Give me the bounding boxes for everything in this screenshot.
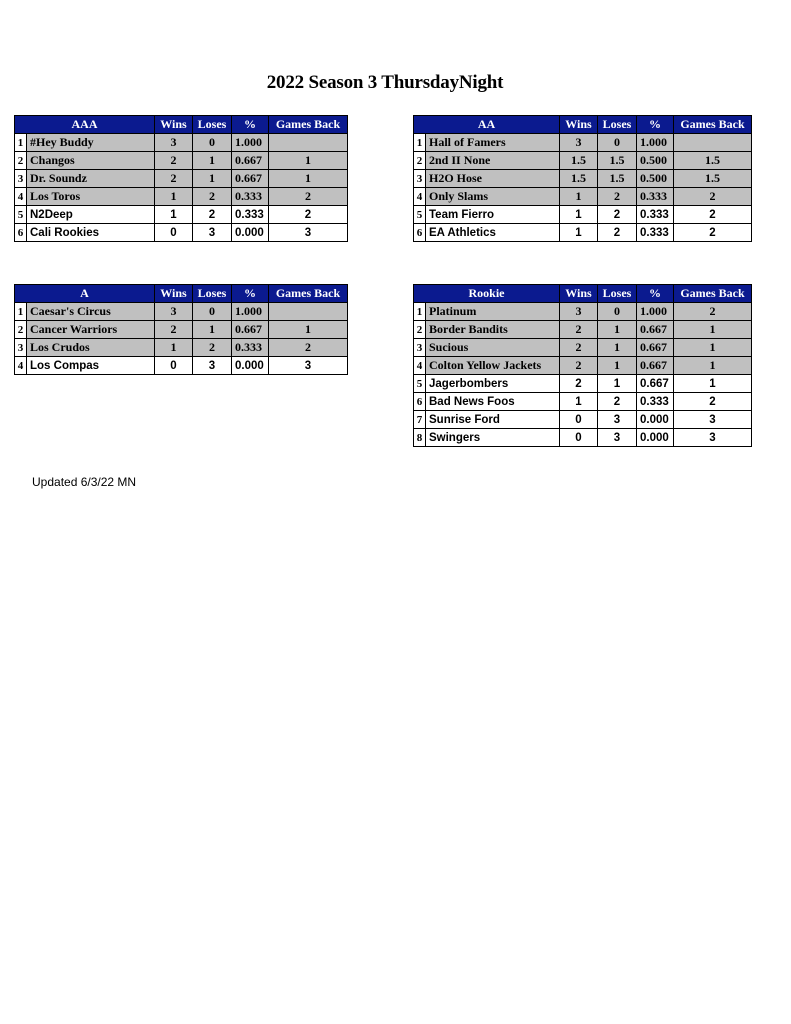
table-row: [15, 170, 348, 188]
games-back-cell: 2: [269, 188, 348, 206]
rank-cell: 4: [414, 357, 426, 375]
rank-cell: 1: [414, 303, 426, 321]
wins-cell: 1: [560, 224, 598, 242]
team-name-cell: Bad News Foos: [426, 393, 560, 411]
wins-cell: 3: [560, 134, 598, 152]
rank-cell: 1: [15, 134, 27, 152]
loses-cell: 1: [598, 321, 637, 339]
wins-header: Wins: [560, 285, 598, 303]
pct-cell: 1.000: [637, 303, 674, 321]
pct-cell: 0.667: [637, 357, 674, 375]
table-row: [414, 206, 752, 224]
pct-cell: 0.333: [637, 224, 674, 242]
loses-cell: 2: [193, 206, 232, 224]
games-back-header: Games Back: [269, 285, 348, 303]
rookie-standings-table: [413, 284, 752, 447]
pct-cell: 0.667: [637, 375, 674, 393]
games-back-header: Games Back: [674, 116, 752, 134]
table-row: [414, 321, 752, 339]
games-back-cell: 2: [674, 188, 752, 206]
division-name: AA: [414, 116, 560, 134]
team-name-cell: Only Slams: [426, 188, 560, 206]
loses-cell: 1.5: [598, 170, 637, 188]
wins-cell: 2: [155, 321, 193, 339]
table-row: [15, 152, 348, 170]
games-back-cell: 3: [674, 429, 752, 447]
games-back-cell: 1: [674, 321, 752, 339]
rank-cell: 5: [15, 206, 27, 224]
loses-header: Loses: [193, 285, 232, 303]
division-name: AAA: [15, 116, 155, 134]
wins-header: Wins: [155, 285, 193, 303]
table-row: [15, 134, 348, 152]
wins-cell: 3: [155, 303, 193, 321]
pct-cell: 0.000: [232, 357, 269, 375]
rank-cell: 2: [15, 152, 27, 170]
table-row: [15, 303, 348, 321]
loses-cell: 3: [193, 224, 232, 242]
pct-cell: 0.667: [232, 321, 269, 339]
pct-cell: 1.000: [637, 134, 674, 152]
loses-cell: 1: [598, 375, 637, 393]
wins-cell: 1.5: [560, 170, 598, 188]
pct-cell: 0.000: [232, 224, 269, 242]
team-name-cell: N2Deep: [27, 206, 155, 224]
loses-header: Loses: [598, 116, 637, 134]
pct-cell: 0.000: [637, 411, 674, 429]
table-row: [414, 375, 752, 393]
games-back-cell: 2: [674, 206, 752, 224]
loses-header: Loses: [193, 116, 232, 134]
loses-cell: 3: [598, 411, 637, 429]
wins-cell: 1.5: [560, 152, 598, 170]
rank-cell: 5: [414, 375, 426, 393]
pct-cell: 0.500: [637, 152, 674, 170]
loses-cell: 1: [193, 321, 232, 339]
rank-cell: 6: [414, 393, 426, 411]
wins-cell: 2: [155, 152, 193, 170]
rank-cell: 3: [15, 339, 27, 357]
team-name-cell: EA Athletics: [426, 224, 560, 242]
games-back-cell: 1: [674, 357, 752, 375]
wins-header: Wins: [560, 116, 598, 134]
aaa-standings-table: [14, 115, 348, 242]
wins-cell: 1: [155, 206, 193, 224]
games-back-header: Games Back: [674, 285, 752, 303]
games-back-cell: 1: [674, 339, 752, 357]
wins-cell: 0: [155, 224, 193, 242]
rank-cell: 5: [414, 206, 426, 224]
rank-cell: 2: [414, 152, 426, 170]
table-row: [15, 206, 348, 224]
table-row: [414, 224, 752, 242]
rank-cell: 4: [15, 357, 27, 375]
wins-cell: 2: [560, 321, 598, 339]
aa-standings-table: [413, 115, 752, 242]
games-back-cell: 2: [269, 206, 348, 224]
rank-cell: 2: [15, 321, 27, 339]
games-back-cell: [269, 303, 348, 321]
team-name-cell: Changos: [27, 152, 155, 170]
pct-cell: 0.000: [637, 429, 674, 447]
team-name-cell: Cancer Warriors: [27, 321, 155, 339]
team-name-cell: Swingers: [426, 429, 560, 447]
loses-cell: 2: [598, 206, 637, 224]
games-back-cell: 1: [269, 152, 348, 170]
loses-cell: 0: [598, 134, 637, 152]
table-row: [15, 339, 348, 357]
pct-cell: 0.667: [232, 170, 269, 188]
pct-cell: 0.333: [232, 339, 269, 357]
pct-cell: 0.500: [637, 170, 674, 188]
loses-cell: 2: [598, 188, 637, 206]
games-back-cell: 1: [269, 321, 348, 339]
games-back-cell: [674, 134, 752, 152]
games-back-cell: 1.5: [674, 170, 752, 188]
team-name-cell: Cali Rookies: [27, 224, 155, 242]
games-back-cell: 3: [269, 224, 348, 242]
rank-cell: 3: [414, 339, 426, 357]
wins-cell: 1: [560, 206, 598, 224]
rank-cell: 7: [414, 411, 426, 429]
wins-header: Wins: [155, 116, 193, 134]
loses-cell: 2: [193, 339, 232, 357]
loses-cell: 2: [193, 188, 232, 206]
team-name-cell: Colton Yellow Jackets: [426, 357, 560, 375]
loses-cell: 0: [193, 134, 232, 152]
pct-header: %: [637, 116, 674, 134]
loses-cell: 2: [598, 393, 637, 411]
loses-cell: 0: [598, 303, 637, 321]
table-row: [414, 429, 752, 447]
table-row: [15, 224, 348, 242]
wins-cell: 3: [560, 303, 598, 321]
team-name-cell: #Hey Buddy: [27, 134, 155, 152]
table-row: [15, 188, 348, 206]
games-back-cell: [269, 134, 348, 152]
wins-cell: 0: [155, 357, 193, 375]
table-row: [414, 393, 752, 411]
loses-cell: 3: [193, 357, 232, 375]
rank-cell: 6: [414, 224, 426, 242]
pct-cell: 0.333: [232, 188, 269, 206]
pct-cell: 0.667: [637, 321, 674, 339]
rank-cell: 8: [414, 429, 426, 447]
team-name-cell: Sucious: [426, 339, 560, 357]
loses-cell: 1.5: [598, 152, 637, 170]
wins-cell: 2: [560, 357, 598, 375]
wins-cell: 3: [155, 134, 193, 152]
games-back-cell: 1: [269, 170, 348, 188]
division-name: Rookie: [414, 285, 560, 303]
wins-cell: 1: [560, 393, 598, 411]
pct-cell: 0.667: [232, 152, 269, 170]
games-back-cell: 2: [674, 393, 752, 411]
rank-cell: 3: [414, 170, 426, 188]
pct-cell: 0.333: [232, 206, 269, 224]
loses-cell: 0: [193, 303, 232, 321]
updated-note: Updated 6/3/22 MN: [32, 475, 137, 489]
wins-cell: 2: [560, 375, 598, 393]
rank-cell: 2: [414, 321, 426, 339]
table-header-row: [15, 285, 348, 303]
games-back-cell: 3: [269, 357, 348, 375]
games-back-cell: 2: [674, 303, 752, 321]
table-row: [414, 303, 752, 321]
pct-cell: 0.333: [637, 188, 674, 206]
team-name-cell: Platinum: [426, 303, 560, 321]
table-row: [414, 188, 752, 206]
loses-cell: 1: [193, 152, 232, 170]
rank-cell: 3: [15, 170, 27, 188]
loses-cell: 2: [598, 224, 637, 242]
team-name-cell: Border Bandits: [426, 321, 560, 339]
table-row: [414, 357, 752, 375]
wins-cell: 0: [560, 411, 598, 429]
table-header-row: [15, 116, 348, 134]
pct-cell: 1.000: [232, 134, 269, 152]
pct-header: %: [637, 285, 674, 303]
pct-cell: 0.333: [637, 206, 674, 224]
pct-cell: 1.000: [232, 303, 269, 321]
pct-cell: 0.667: [637, 339, 674, 357]
team-name-cell: Team Fierro: [426, 206, 560, 224]
wins-cell: 2: [560, 339, 598, 357]
a-standings-table: [14, 284, 348, 375]
team-name-cell: Los Compas: [27, 357, 155, 375]
table-header-row: [414, 116, 752, 134]
games-back-cell: 1: [674, 375, 752, 393]
page-title: 2022 Season 3 ThursdayNight: [266, 72, 504, 93]
table-row: [414, 152, 752, 170]
team-name-cell: Jagerbombers: [426, 375, 560, 393]
team-name-cell: H2O Hose: [426, 170, 560, 188]
pct-header: %: [232, 116, 269, 134]
rank-cell: 6: [15, 224, 27, 242]
games-back-header: Games Back: [269, 116, 348, 134]
team-name-cell: Hall of Famers: [426, 134, 560, 152]
wins-cell: 0: [560, 429, 598, 447]
table-row: [414, 339, 752, 357]
table-header-row: [414, 285, 752, 303]
wins-cell: 1: [155, 188, 193, 206]
pct-header: %: [232, 285, 269, 303]
loses-cell: 1: [193, 170, 232, 188]
team-name-cell: 2nd II None: [426, 152, 560, 170]
pct-cell: 0.333: [637, 393, 674, 411]
wins-cell: 1: [155, 339, 193, 357]
team-name-cell: Los Toros: [27, 188, 155, 206]
rank-cell: 1: [15, 303, 27, 321]
games-back-cell: 2: [674, 224, 752, 242]
table-row: [15, 321, 348, 339]
team-name-cell: Caesar's Circus: [27, 303, 155, 321]
wins-cell: 2: [155, 170, 193, 188]
loses-header: Loses: [598, 285, 637, 303]
games-back-cell: 2: [269, 339, 348, 357]
team-name-cell: Sunrise Ford: [426, 411, 560, 429]
loses-cell: 3: [598, 429, 637, 447]
table-row: [414, 134, 752, 152]
games-back-cell: 1.5: [674, 152, 752, 170]
rank-cell: 4: [414, 188, 426, 206]
team-name-cell: Dr. Soundz: [27, 170, 155, 188]
games-back-cell: 3: [674, 411, 752, 429]
table-row: [414, 411, 752, 429]
rank-cell: 1: [414, 134, 426, 152]
team-name-cell: Los Crudos: [27, 339, 155, 357]
loses-cell: 1: [598, 357, 637, 375]
table-row: [414, 170, 752, 188]
table-row: [15, 357, 348, 375]
wins-cell: 1: [560, 188, 598, 206]
rank-cell: 4: [15, 188, 27, 206]
division-name: A: [15, 285, 155, 303]
loses-cell: 1: [598, 339, 637, 357]
